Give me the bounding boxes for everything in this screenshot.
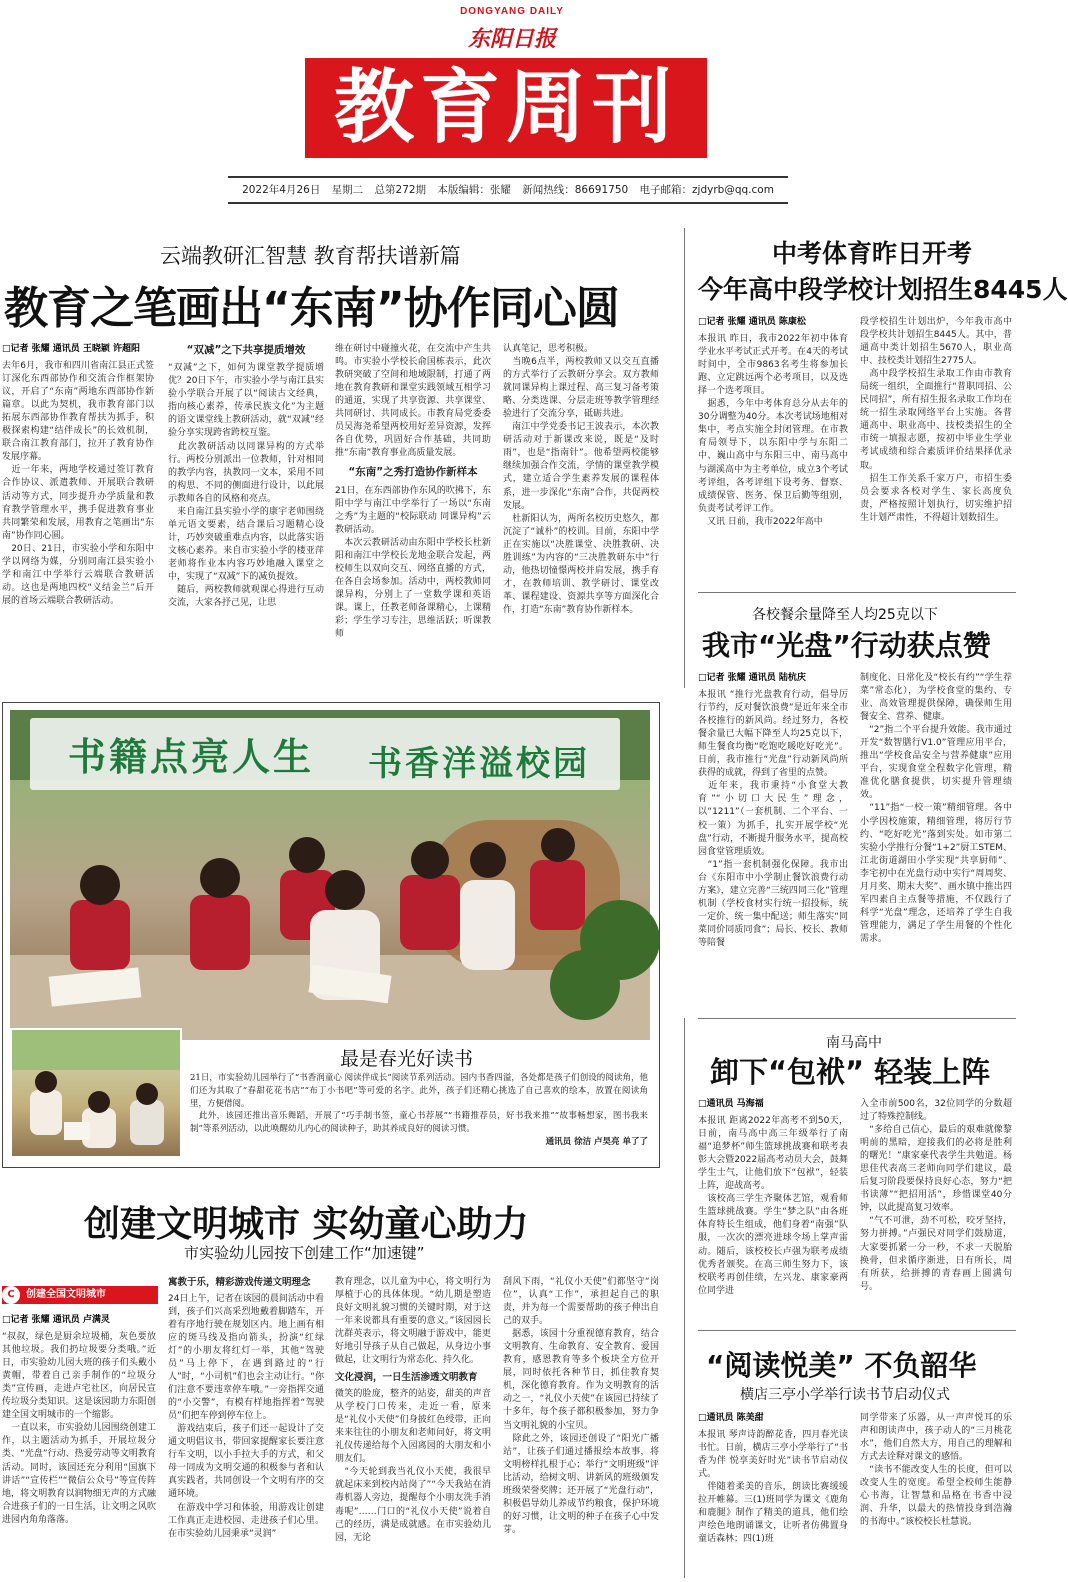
lead-column-4 <box>503 343 659 681</box>
lead-column-3 <box>335 343 491 681</box>
civil-body-3: 教育理念，以儿童为中心，将文明行为厚植于心的具体体现。“幼儿期是塑造良好文明礼貌习惯的关键时期，对于这一年来说都具有重要的意义。”该园园长沈群英表示，将文明融于游戏中，能更好地引导孩子从自己做起，从身边小事做起，让文明行为常态化、持久化。 <box>335 1277 491 1366</box>
inset-photo <box>10 1028 182 1158</box>
inset-illustration <box>12 1030 180 1156</box>
sports-byline: □记者 张耀 通讯员 陈康松 <box>698 317 806 327</box>
lead-headline: 教育之笔画出“东南”协作同心圆 <box>4 283 619 334</box>
section-title: 教育周刊 <box>334 61 678 154</box>
issue-number: 总第272期 <box>374 184 427 196</box>
civil-column-3 <box>335 1276 491 1578</box>
masthead-cn-name: 东阳日报 <box>467 26 556 52</box>
lead-column-2 <box>168 343 324 681</box>
reading-byline: □通讯员 陈美甜 <box>698 1413 764 1423</box>
civil-subhead-1: 寓教于乐，精彩游戏传递文明理念 <box>168 1277 311 1288</box>
lead-body-4: 认真笔记，思考积极。 当晚6点半，两校教师又以交互直播的方式举行了云教研分享会。双方教师就同课异构上课过程、高三复习备考策略、分类选课、分层走班等教学管理经验进行了交流分享，砥砺共进。 南江中学党委书记王波表示，本次教研活动对于新课改来说，既是“及时雨”，也是“指南针”。他希望两校能够继续加强合作交流，学情的课堂教学模式，建立适合学生素养发展的课程体系，进一步深化“东南”合作，共促两校发展。 杜新阳认为，两所名校历史悠久，都沉淀了“诚朴”的校训。目前，东阳中学正在实施以“决胜课堂、决胜教研、决胜训练”为内容的“三决胜教研东中”行动，他热切憧憬两校并肩发展，携手育才，在教师培训、教学研讨、课堂改革、课程建设、资源共享等方面深化合作，打造“东南”教育协作新样本。 <box>503 344 659 615</box>
reading-body-1: 本报讯 琴声诗韵醉花香，四月春光读书忙。日前，横店三亭小学举行了“书香为伴 悦享美好时光”读书节启动仪式。 伴随着柔美的音乐，朗读比赛缓缓拉开帷幕。三(1)班同学为课文《鹿角和鹿腿》制作了精美的道具，他们绘声绘色地朗诵课文，让听者仿佛置身童话森林；四(1)班 <box>698 1430 848 1545</box>
plate-headline: 我市“光盘”行动获点赞 <box>702 629 991 662</box>
lead-kicker: 云端教研汇智慧 教育帮扶谱新篇 <box>160 244 461 268</box>
divider-right-1 <box>698 592 1016 593</box>
lead-column-1 <box>2 343 154 681</box>
civil-body-1: “叔叔，绿色是厨余垃圾桶，灰色要放其他垃圾。我们扔垃圾要分类哦。”近日，市实验幼儿园大班的孩子们头戴小黄帽，带着自己亲手制作的“垃圾分类”宣传画，走进卢宅社区，向居民宣传垃圾分类知识。这是该园助力东阳创建全国文明城市的一个缩影。 一直以来，市实验幼儿园围绕创建工作，以主题活动为抓手，开展垃圾分类、“光盘”行动、热爱劳动等文明教育活动。同时，该园还充分利用“国旗下讲话”“宣传栏”“微信公众号”等宣传阵地，将文明教育以润物细无声的方式融合进孩子们的一日生活，让文明之风吹进园内角角落落。 <box>2 1332 156 1525</box>
civil-body-4: 刮风下雨，“礼仪小天使”们都坚守“岗位”，认真“工作”，承担起自己的职责，并为每一个需要帮助的孩子伸出自己的双手。 据悉，该园十分重视德育教育，结合文明教育、生命教育、安全教育、爱国教育，感恩教育等多个板块全方位开展，同时依托各种节日，抓住教育契机，深化德育教育。作为文明教育的活动之一，“礼仪小天使”在该园已持续了十多年，每个孩子都积极参加，努力争当文明礼貌的小宝贝。 除此之外，该园还创设了“阳光广播站”，让孩子们通过播报绘本故事，将文明榜样扎根于心；举行“文明班级”评比活动，给树文明、讲新风的班级颁发班级荣誉奖牌；还开展了“光盘行动”，积极倡导幼儿养成节约粮食，保护环境的好习惯，让文明的种子在孩子心中发芽。 <box>503 1277 659 1535</box>
photo-caption-title: 最是春光好读书 <box>340 1048 474 1070</box>
lead-byline: □记者 张耀 通讯员 王晓颖 许超阳 <box>2 344 141 354</box>
column-divider-vertical <box>684 228 685 688</box>
divider-right-3 <box>698 1330 1016 1331</box>
issue-weekday: 星期二 <box>331 184 364 196</box>
plate-body-2: 制度化、日常化及“校长有约”“学生荐菜”常态化），为学校食堂的集约、专业、高效管理提供保障，确保师生用餐安全、营养、健康。 “2”指二个平台提升效能。我市通过开发“数智膳行V1.0”管理应用平台，推出“学校食品安全与营养健康”应用平台，实现食堂全程数字化管理，精准优化膳食提供，切实提升管理绩效。 “11”指“一校一策”精细管理。各中小学因校施策，精细管理，将厉行节约、“吃好吃光”落到实处。如市第二实验小学推行分餐“1+2”厨工STEM、江北街道湖田小学实现“共享厨师”、李宅初中在光盘行动中实行“周周奖、月月奖、期末大奖”、画水镇中推出四军四素自主点餐等措施，不仅践行了科学“光盘”理念，还培养了学生自我管理能力，满足了学生用餐的个性化需求。 <box>860 673 1012 944</box>
plate-kicker: 各校餐余量降至人均25克以下 <box>752 607 938 623</box>
masthead-rule-top <box>228 176 788 178</box>
news-hotline: 新闻热线：86691750 <box>522 184 629 196</box>
sports-headline-1: 中考体育昨日开考 <box>772 239 973 268</box>
plate-body-1: 本报讯 “推行光盘教育行动，倡导厉行节约，反对餐饮浪费”是近年来全市各校推行的新风尚。经过努力，各校餐余量已大幅下降至人均25克以下，师生餐食均衡“吃饱吃暖吃好吃光”。日前，我市推行“光盘”行动新风尚所获得的成就，得到了省里的点赞。 近年来，我市秉持“小食堂大教育”“小切口大民生”理念，以“1211”（一套机制、二个平台、一校一策）为抓手，扎实开展学校“光盘”行动，不断提升服务水平，提高校园食堂管理质效。 “1”指一套机制强化保障。我市出台《东阳市中小学制止餐饮浪费行动方案》，建立完善“三统四同三化”管理机制（学校食材实行统一招投标，统一定价、统一集中配送；师生落实“同菜同价同质同食”；局长、校长、教师等陪餐 <box>698 690 848 948</box>
civil-tag <box>2 1286 158 1304</box>
sports-column-2 <box>860 316 1012 578</box>
lead-body-3: 维在研讨中碰撞火花，在交流中产生共鸣。市实验小学校长俞国栋表示，此次教研突破了空间和地域限制，打通了两地在教育教研和课堂实践领域互相学习的通道，实现了共享资源、共享课堂、共同研讨、共同成长。市教育局党委委员吴海尧希望两校用好差异资源，发挥各自优势，巩固好合作基础，共同助推“东南”教育事业高质量发展。 <box>335 344 491 459</box>
reading-subhead: 横店三亭小学举行读书节启动仪式 <box>740 1387 950 1403</box>
photo-caption-block <box>190 1072 648 1158</box>
plate-column-1 <box>698 672 848 1008</box>
masthead-info-line <box>228 182 788 197</box>
banner-left: 书籍点亮人生 <box>68 735 315 779</box>
sports-body-1: 本报讯 昨日，我市2022年初中体育学业水平考试正式开考。在4天的考试时间中，全市9863名考生将参加长跑、立定跳远两个必考项目，以及选择一个选考项目。 据悉，今年中考体育总分从去年的30分调整为40分。本次考试场地相对集中，考点实施全封闭管理。在市教育局领导下，以东阳中学与东阳二中、巍山高中与东阳三中、南马高中与湖溪高中为主考单位，成立3个考试考评组，各考评组下设考务、督察、成绩保管、医务、保卫后勤等组别，负责考试考评工作。 又讯 日前，我市2022年高中 <box>698 334 848 527</box>
civil-byline: □记者 张耀 通讯员 卢满灵 <box>2 1315 110 1325</box>
civil-tag-label: 创建全国文明城市 <box>26 1289 106 1300</box>
plate-column-2 <box>860 672 1012 1008</box>
nanma-headline: 卸下“包袱” 轻装上阵 <box>710 1055 991 1089</box>
sports-body-2: 段学校招生计划出炉，今年我市高中段学校共计划招生8445人。其中，普通高中类计划招生5670人，职业高中、技校类计划招生2775人。 高中段学校招生录取工作由市教育局统一组织，全面推行“普职同招、公民同招”，所有招生报名录取工作均在统一招生录取网络平台上实施。各普通高中、职业高中、技校类招生的全市统一填报志愿，按初中毕业生学业考试成绩和综合素质评价结果择优录取。 招生工作关系千家万户，市招生委员会要求各校对学生、家长高度负责，严格按照计划执行，切实维护招生计划严肃性，不得超计划数招生。 <box>860 317 1012 523</box>
lead-subhead-2: “东南”之秀打造协作新样本 <box>348 466 478 479</box>
civil-column-2 <box>168 1276 324 1578</box>
photo-caption: 21日，市实验幼儿园举行了“书香润童心 阅读伴成长”阅读节系列活动。园内书香四溢，各处都是孩子们创设的阅读角，他们还为其取了“春甜花花书店”“布丁小书吧”等可爱的名字。此外，孩子们还精心挑选了自己喜欢的绘本，放置在阅读角里，方便借阅。 此外，该园还推出音乐舞蹈，开展了“巧手制书签，童心书荐展”“书籍推荐员，好书我来推”“故事畅想家，图书我来制”等系列活动，以此唤醒幼儿内心的阅读种子，助其养成良好的阅读习惯。 <box>190 1073 648 1134</box>
civil-column-1 <box>2 1314 156 1578</box>
page-editor: 本版编辑：张耀 <box>437 184 511 196</box>
civil-body-2: 24日上午，记者在该园的晨间活动中看到，孩子们兴高采烈地戴着脚踏车，开着有序地行驶在规划区内。地上画有相应的斑马线及指向箭头，扮演“红绿灯”的小朋友将红灯一举，其他“驾驶员”马上停下，在遇到路过的“行人”时，“小司机”们也会主动让行。“你们注意不要违章停车哦。”一旁指挥交通的“小交警”，有模有样地指挥着“驾驶员”们把车停到停车位上。 游戏结束后，孩子们还一起设计了交通文明倡议书，带回家提醒家长要注意行车文明，以小手拉大手的方式，和父母一同成为文明交通的积极参与者和认真实践者，共同创设一个文明有序的交通环境。 在游戏中学习和体验，用游戏让创建工作真正走进校园、走进孩子们心里。在市实验幼儿园秉承“灵润” <box>168 1293 324 1539</box>
civil-body-3b: 微笑的脸庞，整齐的站姿，甜美的声音从学校门口传来，走近一看，原来是“礼仪小天使”们身披红色绶带，正向来来往往的小朋友和老师问好，将文明礼仪传递给每个入园离园的大朋友和小朋友们。 “今天轮到我当礼仪小天使，我很早就起床来到校内站岗了”“今天我站在消毒机器人旁边，提醒每个小朋友洗手消毒呢”……门口的“礼仪小天使”说着自己的经历，满是成就感。在市实验幼儿园，无论 <box>335 1389 491 1543</box>
reading-column-1 <box>698 1412 848 1578</box>
reading-headline: “阅读悦美” 不负韶华 <box>706 1349 977 1382</box>
lead-body-1: 去年6月，我市和四川省南江县正式签订深化东西部协作和交流合作框架协议，开启了“东南”两地东西部协作新篇章。以此为契机，我市教育部门以拓展东西部协作教育帮扶为抓手，积极探索构建“结伴成长”的长效机制，联合南江教育部门，拉开了教育协作发展序幕。 近一年来，两地学校通过签订教育合作协议、派遣教师、开展联合教研活动等方式，同步提升办学质量和教育教学管理水平，携手促进教育事业共同繁荣和发展，用教育之笔画出“东南”协作同心圆。 20日、21日，市实验小学和东阳中学以网络为媒，分别同南江县实验小学和南江中学举行云端联合教研活动。这也是两地四校“义结金兰”后开展的首场云端联合教研活动。 <box>2 361 154 606</box>
reading-body-2: 同学带来了乐器，从一声声悦耳的乐声和朗读声中，孩子动人的“三月桃花水”，他们自然大方，用自己的理解和方式去诠释对课文的感悟。 “读书不能改变人生的长度，但可以改变人生的宽度。希望全校师生能静心书海，让智慧和品格在书香中浸润、升华，以最大的热情投身到浩瀚的书海中。”该校校长杜慧说。 <box>860 1413 1012 1528</box>
nanma-byline: □通讯员 马海福 <box>698 1099 764 1109</box>
nanma-column-1 <box>698 1098 848 1318</box>
masthead-rule-bottom <box>228 202 788 204</box>
divider-right-2 <box>698 1018 1016 1019</box>
lead-subhead-1: “双减”之下共享提质增效 <box>186 344 306 356</box>
contact-email: 电子邮箱：zjdyrb@qq.com <box>639 184 774 196</box>
nanma-column-2 <box>860 1098 1012 1318</box>
lead-body-2: “双减”之下，如何为课堂教学提质增优？20日下午，市实验小学与南江县实验小学联合开展了以“阅读古文经典，指向核心素养，传承民族文化”为主题的语文课堂线上教研活动，就“双减”经验分享实现跨省跨校互鉴。 此次教研活动以同课异构的方式举行。两校分别派出一位教师，针对相同的教学内容，执教同一文本，采用不同的构思、不同的侧面进行设计，以此展示教师各自的风格和亮点。 来自南江县实验小学的康宇老师围绕单元语文要素，结合课后习题精心设计，巧妙突破重难点内容，以此落实语文核心素养。来自市实验小学的楼亚萍老师将作业本内容巧妙地融入课堂之中，实现了“双减”下的减负提效。 随后，两校教师就观课心得进行互动交流，大家各抒己见，让思 <box>168 363 324 609</box>
sports-headline-2: 今年高中段学校计划招生8445人 <box>698 275 1068 304</box>
main-photo <box>10 710 650 1040</box>
sports-column-1 <box>698 316 848 578</box>
civil-headline: 创建文明城市 实幼童心助力 <box>84 1204 529 1245</box>
reading-column-2 <box>860 1412 1012 1578</box>
nanma-kicker: 南马高中 <box>826 1035 882 1051</box>
civil-column-4 <box>503 1276 659 1578</box>
banner-right: 书香洋溢校园 <box>368 744 590 784</box>
masthead-en-name: DONGYANG DAILY <box>460 6 564 17</box>
issue-date: 2022年4月26日 <box>242 184 321 196</box>
column-divider-vertical-2 <box>684 1018 685 1578</box>
nanma-body-1: 本报讯 距离2022年高考不到50天，日前，南马高中高三年级举行了南福“追梦杯”师生篮球挑战赛和联考表彰大会暨2022届高考动员大会，鼓舞学生士气，让他们放下“包袱”，轻装上阵，迎战高考。 该校高三学生齐聚体艺馆，观看师生篮球挑战赛。学生“梦之队”由各班体育特长生组成，他们身着“南强”队服，一次次的漂亮进球令场上掌声雷动。随后，该校校长卢强为联考成绩优秀者颁奖。在高三师生努力下，该校联考再创佳绩，左兴龙、康家豪两位同学进 <box>698 1116 848 1296</box>
civil-subhead-2: 文化浸润，一日生活渗透文明教育 <box>335 1372 478 1384</box>
lead-body-3b: 21日，在东西部协作东风的吹拂下，东阳中学与南江中学举行了一场以“东南之秀”为主题的“校际联动 同课异构”云教研活动。 本次云教研活动由东阳中学校长杜新阳和南江中学校长龙地金联合发起，两校师生以双向交互、网络直播的方式，在各自会场参加。活动中，两校教师同课异构，分别上了一堂数学课和英语课。课上，任教老师备课精心，上课精彩；学生学习专注，思维活跃；听课教师 <box>335 485 491 640</box>
civil-tag-icon: C <box>2 1286 20 1304</box>
photo-credit: 通讯员 徐洁 卢昊亮 单了了 <box>545 1136 648 1147</box>
civil-subhead: 市实验幼儿园按下创建工作“加速键” <box>184 1244 425 1262</box>
plate-byline: □记者 张耀 通讯员 陆杭庆 <box>698 673 806 683</box>
nanma-body-2: 入全市前500名，32位同学的分数超过了特殊控制线。 “多给自己信心，最后的艰难就像黎明前的黑暗，迎接我们的必将是胜利的曙光！”康家豪代表学生共勉道。杨思佳代表高三老师向同学们建议，最后复习阶段要保持良好心态，努力“把书读薄”“把招用活”，珍惜课堂40分钟，以此提高复习效率。 “气不可泄，劲不可松，咬牙坚持，努力拼搏。”卢强民对同学们鼓励道，大家要抓紧一分一秒，不求一天脱胎换骨，但求循序渐进，日有所长，周有所获，给拼搏的青春画上圆满句号。 <box>860 1099 1012 1292</box>
